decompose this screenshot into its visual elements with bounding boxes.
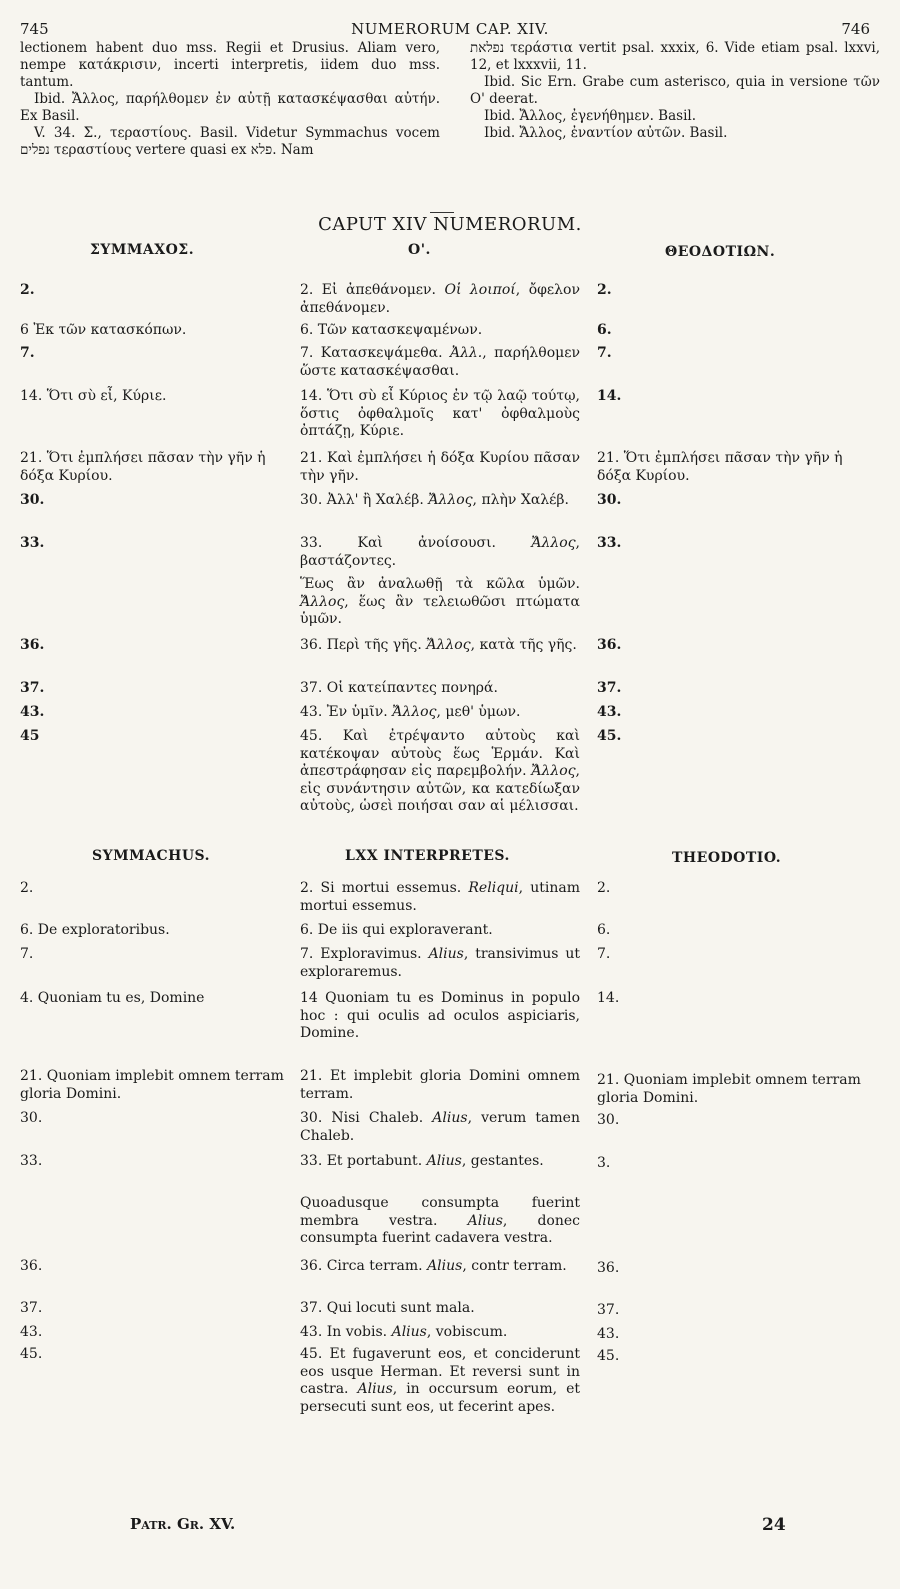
greek-lxx-cell: 33. Καὶ ἀνοίσουσι. Ἄλλος, βαστάζοντες.: [300, 535, 580, 569]
intro-paragraph: נפלאת τεράστια vertit psal. xxxix, 6. Vide etiam psal. lxxvi, 12, et lxxxvii, 11.: [470, 40, 880, 73]
latin-lxx-cell: 36. Circa terram. Alius, contr terram.: [300, 1258, 567, 1274]
intro-paragraph: lectionem habent duo mss. Regii et Drusius. Aliam vero, nempe κατάκρισιν, incerti interpretis, iidem duo mss. tantum.: [20, 40, 440, 90]
running-title: NUMERORUM CAP. XIV.: [351, 20, 549, 38]
greek-header-lxx: Ο'.: [408, 242, 431, 258]
greek-lxx-cell: 45. Καὶ ἐτρέψαντο αὐτοὺς καὶ κατέκοψαν αὐτοὺς ἕως Ἑρμάν. Καὶ ἀπεστράφησαν εἰς παρεμβολήν. Ἄλλος, εἰς συνάντησιν αὐτῶν, κα κατεδίωξαν αὐτοὺς, ὡσεὶ ποιήσαι σαν αἱ μέλισσαι.: [300, 728, 580, 814]
latin-sym-cell: 6. De exploratoribus.: [20, 922, 170, 938]
latin-the-cell: 37.: [597, 1302, 620, 1318]
latin-lxx-cell: 6. De iis qui exploraverant.: [300, 922, 493, 938]
latin-the-cell: 45.: [597, 1348, 620, 1364]
latin-sym-cell: 30.: [20, 1110, 43, 1126]
greek-header-symmachus: ΣΥΜΜΑΧΟΣ.: [90, 242, 195, 258]
greek-sym-cell: 43.: [20, 704, 45, 720]
latin-lxx-cell: 7. Exploravimus. Alius, transivimus ut exploraremus.: [300, 946, 581, 980]
latin-the-cell: 36.: [597, 1260, 620, 1276]
latin-sym-cell: 2.: [20, 880, 34, 896]
latin-the-cell: 43.: [597, 1326, 620, 1342]
greek-the-cell: 33.: [597, 535, 622, 551]
latin-lxx-cell: Quoadusque consumpta fuerint membra vestra. Alius, donec consumpta fuerint cadavera vestra.: [300, 1195, 581, 1246]
greek-sym-cell: 37.: [20, 680, 45, 696]
latin-lxx-cell: 33. Et portabunt. Alius, gestantes.: [300, 1153, 544, 1169]
latin-the-cell: 21. Quoniam implebit omnem terram gloria Domini.: [597, 1072, 861, 1106]
greek-sym-cell: 30.: [20, 492, 45, 508]
greek-lxx-cell: 37. Οἱ κατείπαντες πονηρά.: [300, 680, 498, 696]
greek-sym-cell: 6 Ἐκ τῶν κατασκόπων.: [20, 322, 187, 338]
greek-sym-cell: 14. Ὅτι σὺ εἶ, Κύριε.: [20, 388, 167, 404]
latin-the-cell: 30.: [597, 1112, 620, 1128]
greek-the-cell: 43.: [597, 704, 622, 720]
greek-the-cell: 30.: [597, 492, 622, 508]
latin-the-cell: 6.: [597, 922, 611, 938]
latin-header-lxx: LXX INTERPRETES.: [345, 848, 510, 864]
latin-lxx-cell: 37. Qui locuti sunt mala.: [300, 1300, 475, 1316]
caput-title: CAPUT XIV NUMERORUM.: [318, 214, 582, 235]
greek-sym-cell: 21. Ὅτι ἐμπλήσει πᾶσαν τὴν γῆν ἡ δόξα Κυρίου.: [20, 450, 266, 484]
greek-lxx-cell: 43. Ἐν ὑμῖν. Ἄλλος, μεθ' ὑμων.: [300, 704, 521, 720]
greek-the-cell: 6.: [597, 322, 612, 338]
latin-sym-cell: 4. Quoniam tu es, Domine: [20, 990, 205, 1006]
greek-lxx-cell: 30. Ἀλλ' ἢ Χαλέβ. Ἄλλος, πλὴν Χαλέβ.: [300, 492, 569, 508]
latin-sym-cell: 43.: [20, 1324, 43, 1340]
latin-sym-cell: 7.: [20, 946, 34, 962]
greek-lxx-cell: Ἕως ἂν ἀναλωθῇ τὰ κῶλα ὑμῶν. Ἄλλος, ἕως ἂν τελειωθῶσι πτώματα ὑμῶν.: [300, 576, 580, 627]
latin-lxx-cell: 21. Et implebit gloria Domini omnem terram.: [300, 1068, 580, 1102]
running-header: [0, 20, 900, 40]
intro-paragraph: Ibid. Sic Ern. Grabe cum asterisco, quia in versione τῶν O' deerat.: [470, 74, 880, 107]
latin-sym-cell: 45.: [20, 1346, 43, 1362]
greek-the-cell: 21. Ὅτι ἐμπλήσει πᾶσαν τὴν γῆν ἡ δόξα Κυρίου.: [597, 450, 843, 484]
latin-sym-cell: 37.: [20, 1300, 43, 1316]
section-divider: [430, 212, 454, 213]
latin-header-theodotio: THEODOTIO.: [672, 850, 782, 866]
greek-the-cell: 37.: [597, 680, 622, 696]
greek-sym-cell: 36.: [20, 637, 45, 653]
latin-the-cell: 3.: [597, 1155, 611, 1171]
greek-the-cell: 14.: [597, 388, 622, 404]
latin-lxx-cell: 2. Si mortui essemus. Reliqui, utinam mortui essemus.: [300, 880, 580, 914]
intro-notes-left: [20, 40, 440, 159]
latin-the-cell: 2.: [597, 880, 611, 896]
greek-the-cell: 36.: [597, 637, 622, 653]
greek-sym-cell: 33.: [20, 535, 45, 551]
greek-lxx-cell: 21. Καὶ ἐμπλήσει ἡ δόξα Κυρίου πᾶσαν τὴν γῆν.: [300, 450, 580, 484]
latin-sym-cell: 36.: [20, 1258, 43, 1274]
greek-sym-cell: 2.: [20, 282, 35, 298]
greek-lxx-cell: 6. Τῶν κατασκεψαμένων.: [300, 322, 483, 338]
page-number-left: 745: [20, 20, 49, 38]
greek-the-cell: 2.: [597, 282, 612, 298]
intro-paragraph: Ibid. Ἄλλος, ἐγενήθημεν. Basil.: [484, 108, 697, 124]
latin-the-cell: 14.: [597, 990, 620, 1006]
greek-sym-cell: 45: [20, 728, 40, 744]
intro-paragraph: V. 34. Σ., τεραστίους. Basil. Videtur Symmachus vocem נפלים τεραστίους vertere quasi ex פלא. Nam: [20, 125, 440, 158]
latin-sym-cell: 21. Quoniam implebit omnem terram gloria Domini.: [20, 1068, 284, 1102]
footer-signature: Patr. Gr. XV.: [130, 1515, 236, 1533]
greek-header-theodotion: ΘΕΟΔΟΤΙΩΝ.: [665, 244, 776, 260]
intro-paragraph: Ibid. Ἄλλος, παρήλθομεν ἐν αὐτῇ κατασκέψασθαι αὐτήν. Ex Basil.: [20, 91, 440, 124]
greek-lxx-cell: 36. Περὶ τῆς γῆς. Ἄλλος, κατὰ τῆς γῆς.: [300, 637, 577, 653]
latin-lxx-cell: 14 Quoniam tu es Dominus in populo hoc : qui oculis ad oculos aspiciaris, Domine.: [300, 990, 580, 1041]
latin-lxx-cell: 45. Et fugaverunt eos, et conciderunt eos usque Herman. Et reversi sunt in castra. Alius, in occursum eorum, et persecuti sunt eos, ut fecerint apes.: [300, 1346, 581, 1415]
greek-the-cell: 7.: [597, 345, 612, 361]
latin-sym-cell: 33.: [20, 1153, 43, 1169]
footer-number: 24: [762, 1515, 786, 1535]
page-number-right: 746: [841, 20, 870, 38]
latin-the-cell: 7.: [597, 946, 611, 962]
latin-lxx-cell: 30. Nisi Chaleb. Alius, verum tamen Chaleb.: [300, 1110, 580, 1144]
greek-sym-cell: 7.: [20, 345, 35, 361]
greek-lxx-cell: 7. Κατασκεψάμεθα. Ἀλλ., παρήλθομεν ὥστε κατασκέψασθαι.: [300, 345, 580, 379]
greek-lxx-cell: 14. Ὅτι σὺ εἶ Κύριος ἐν τῷ λαῷ τούτῳ, ὅστις ὀφθαλμοῖς κατ' ὀφθαλμοὺς ὀπτάζῃ, Κύριε.: [300, 388, 580, 439]
greek-the-cell: 45.: [597, 728, 622, 744]
intro-notes-right: [470, 40, 880, 142]
latin-lxx-cell: 43. In vobis. Alius, vobiscum.: [300, 1324, 508, 1340]
greek-lxx-cell: 2. Εἰ ἀπεθάνομεν. Οἱ λοιποί, ὄφελον ἀπεθάνομεν.: [300, 282, 580, 316]
latin-header-symmachus: SYMMACHUS.: [92, 848, 211, 864]
intro-paragraph: Ibid. Ἄλλος, ἐναντίον αὐτῶν. Basil.: [484, 125, 728, 141]
